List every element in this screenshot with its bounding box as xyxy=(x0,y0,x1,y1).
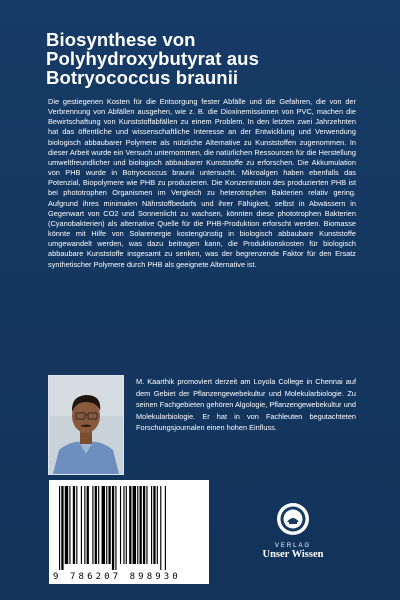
author-bio: M. Kaarthik promoviert derzeit am Loyola College in Chennai auf dem Gebiet der Pflanzengewebekultur und Molekularbiologie. Zu seinen Fachgebieten gehören Algologie, Pflanzengewebekultur und Molekularbiologie. Er hat in von Fachleuten begutachteten Forschungsjournalen einen hohen Einfluss. xyxy=(136,377,356,432)
barcode-bar xyxy=(123,486,124,564)
barcode-bar xyxy=(81,486,82,564)
barcode-bar xyxy=(76,486,77,564)
barcode-bar xyxy=(65,486,68,564)
barcode-bar xyxy=(165,486,166,570)
barcode-bar xyxy=(59,486,60,570)
barcode-bar xyxy=(137,486,138,564)
barcode-bar xyxy=(112,486,114,570)
publisher-name: Unser Wissen xyxy=(262,549,324,560)
barcode-bar xyxy=(160,486,161,570)
publisher-logo xyxy=(228,502,358,560)
barcode-bar xyxy=(143,486,145,564)
barcode-bar xyxy=(129,486,131,564)
barcode-bar xyxy=(84,486,85,564)
barcode-bar xyxy=(126,486,127,564)
title-line-1: Biosynthese von xyxy=(46,29,196,50)
barcode-bar xyxy=(157,486,158,564)
barcode-bar xyxy=(102,486,105,564)
barcode-bar xyxy=(92,486,93,564)
barcode-bar xyxy=(108,486,110,564)
barcode-bar xyxy=(153,486,155,564)
isbn-barcode xyxy=(49,480,209,584)
publisher-verlag: VERLAG xyxy=(274,543,312,549)
barcode-bar xyxy=(146,486,147,564)
barcode-bar xyxy=(140,486,142,564)
barcode-bar xyxy=(151,486,152,564)
barcode-bar xyxy=(98,486,99,564)
barcode-bar xyxy=(133,486,136,564)
barcode-bar xyxy=(115,486,116,570)
barcode-bar xyxy=(61,486,63,570)
barcode-bar xyxy=(69,486,70,564)
barcode-bar xyxy=(106,486,107,564)
book-blurb: Die gestiegenen Kosten für die Entsorgung fester Abfälle und die Gefahren, die von der Verbrennung von Abfällen ausgehen, wie z. B. die Dioxinemissionen von PVC, machen die Bewirtschaftung von Kunststoffabfällen zu einem Problem. In den letzten zwei Jahrzehnten hat das öffentliche und wissenschaftliche Interesse an der Entwicklung und Verwendung biologisch abbaubarer Polymere als nützliche Alternative zu Kunststoffen zugenommen. In dieser Arbeit wurde ein Versuch unternommen, die natürlichen Ressourcen für die Herstellung umweltfreundlicher und biologisch abbaubarer Kunststoffe zu erforschen. Die Akkumulation von PHB wurde in Botryococcus braunii untersucht. Mikroalgen haben ebenfalls das Potenzial, Biopolymere wie PHB zu produzieren. Die Konzentration des produzierten PHB ist bei phototrophen Organismen im Vergleich zu heterotrophen Bakterien relativ gering. Aufgrund ihres minimalen Nährstoffbedarfs und ihrer Fähigkeit, selbst in Abwässern in Gegenwart von CO2 und Sonnenlicht zu wachsen, könnten diese phototrophen Bakterien (Cyanobakterien) als alternative Quelle für die PHB-Produktion erforscht werden. Biomasse könnte mit Hilfe von Solarenergie kostengünstig in biologisch abbaubare Kunststoffe umgewandelt werden, was dazu beitragen kann, die Produktionskosten für biologisch abbaubare Kunststoffe insgesamt zu senken, was der begrenzende Faktor für den Ersatz synthetischer Polymere durch PHB als geeignete Alternative ist. xyxy=(48,97,356,269)
barcode-bar xyxy=(120,486,121,564)
barcode-bars xyxy=(49,480,209,572)
barcode-bar xyxy=(95,486,97,564)
isbn-number: 9 786207 898930 xyxy=(53,572,181,582)
barcode-bar xyxy=(87,486,89,564)
title-line-3: Botryococcus braunii xyxy=(46,67,239,88)
barcode-bar xyxy=(73,486,75,564)
title-line-2: Polyhydroxybutyrat aus xyxy=(46,48,259,69)
book-title xyxy=(46,30,376,87)
publisher-seal-icon xyxy=(276,502,310,536)
author-photo xyxy=(48,375,124,475)
